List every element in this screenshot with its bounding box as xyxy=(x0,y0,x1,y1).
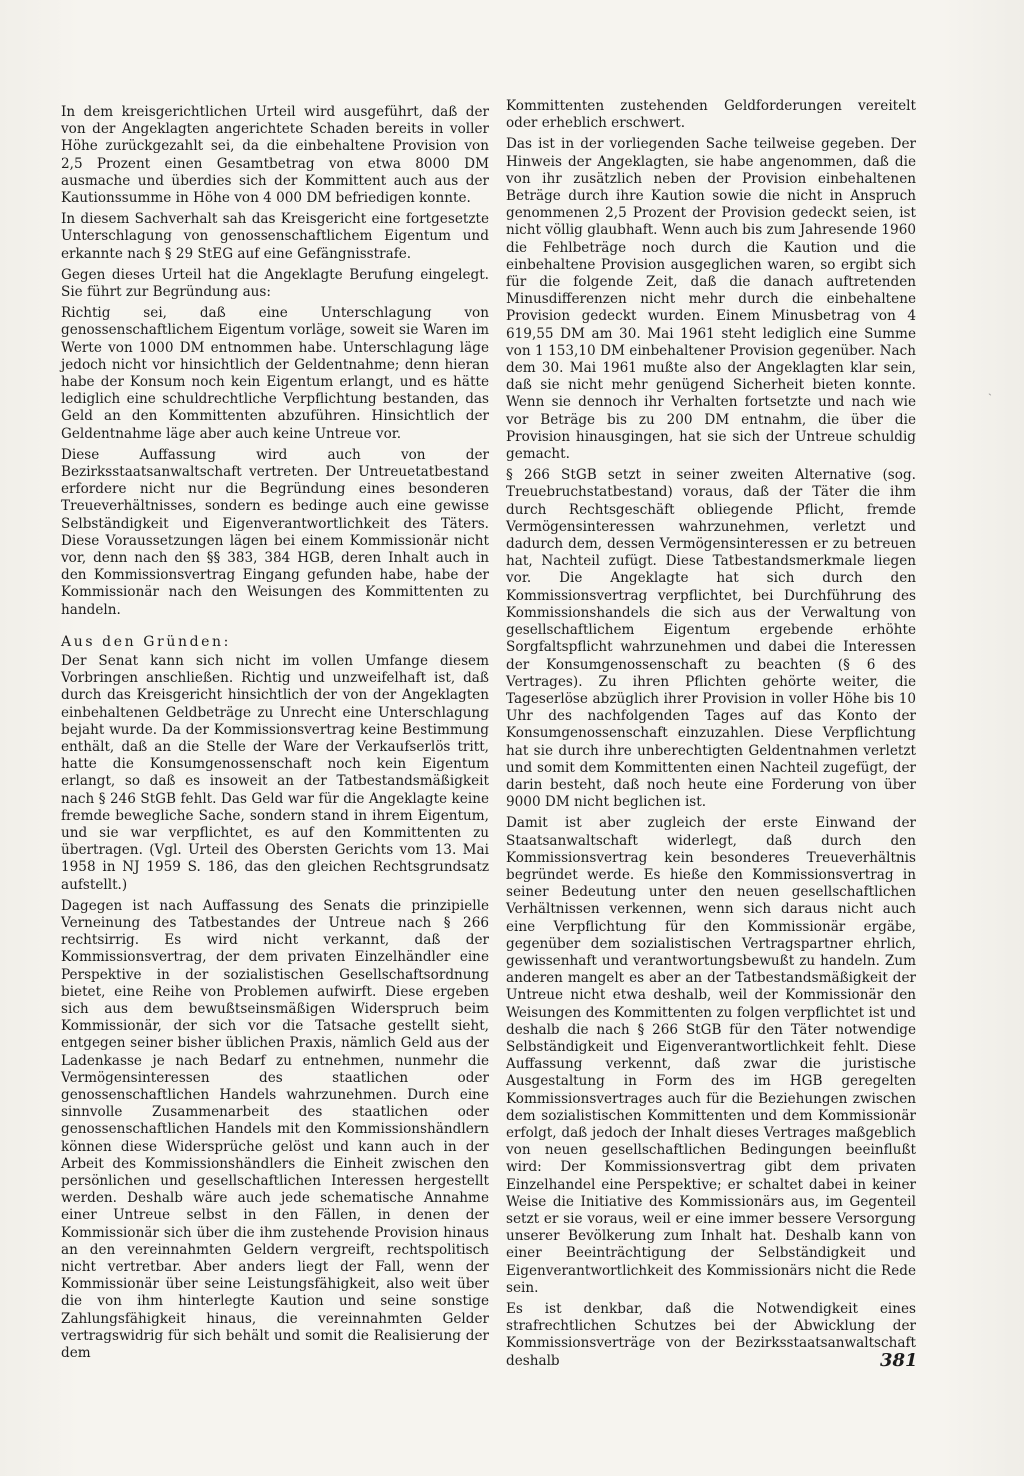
paragraph: In dem kreisgerichtlichen Urteil wird ausgeführt, daß der von der Angeklagten angerichtete Schaden bereits in voller Höhe zurückgezahlt sei, da die einbehaltene Provision von 2,5 Prozent einen Gesamtbetrag von etwa 8000 DM ausmache und überdies sich der Kommittent auch aus der Kautionssumme in Höhe von 4 000 DM befriedigen konnte. xyxy=(61,104,489,207)
paragraph: In diesem Sachverhalt sah das Kreisgericht eine fortgesetzte Unterschlagung von genossenschaftlichem Eigentum und erkannte nach § 29 StEG auf eine Gefängnisstrafe. xyxy=(61,211,489,262)
paragraph: Der Senat kann sich nicht im vollen Umfange diesem Vorbringen anschließen. Richtig und unzweifelhaft ist, daß durch das Kreisgericht hinsichtlich der von der Angeklagten einbehaltenen Geldbeträge zu Unrecht eine Unterschlagung bejaht wurde. Da der Kommissionsvertrag keine Bestimmung enthält, daß an die Stelle der Ware der Verkaufserlös tritt, hatte die Konsumgenossenschaft noch kein Eigentum erlangt, so daß es insoweit an der Tatbestandsmäßigkeit nach § 246 StGB fehlt. Das Geld war für die Angeklagte keine fremde bewegliche Sache, sondern stand in ihrem Eigentum, und sie war verpflichtet, es auf den Kommittenten zu übertragen. (Vgl. Urteil des Obersten Gerichts vom 13. Mai 1958 in NJ 1959 S. 186, das den gleichen Rechtsgrundsatz aufstellt.) xyxy=(61,652,489,893)
scan-speck: ˎ xyxy=(988,382,992,396)
paragraph: Kommittenten zustehenden Geldforderungen vereitelt oder erheblich erschwert. xyxy=(506,98,916,132)
paragraph: Damit ist aber zugleich der erste Einwand der Staatsanwaltschaft widerlegt, daß durch den Kommissionsvertrag kein besonderes Treueverhältnis begründet werde. Es hieße den Kommissionsvertrag in seiner Bedeutung unter den neuen gesellschaftlichen Verhältnissen verkennen, wenn sich daraus nicht auch eine Verpflichtung für den Kommissionär ergäbe, gegenüber dem sozialistischen Vertragspartner ehrlich, gewissenhaft und verantwortungsbewußt zu handeln. Zum anderen mangelt es aber an der Tatbestandsmäßigkeit der Untreue nicht etwa deshalb, weil der Kommissionär den Weisungen des Kommittenten zu folgen verpflichtet ist und deshalb die nach § 266 StGB für den Täter notwendige Selbständigkeit und Eigenverantwortlichkeit fehlt. Diese Auffassung verkennt, daß zwar die juristische Ausgestaltung in Form des im HGB geregelten Kommissionsvertrages auch für die Beziehungen zwischen dem sozialistischen Kommittenten und dem Kommissionär erfolgt, daß jedoch der Inhalt dieses Vertrages maßgeblich von neuen gesellschaftlichen Bedingungen beeinflußt wird: Der Kommissionsvertrag gibt dem privaten Einzelhandel eine Perspektive; er schaltet dabei in keiner Weise die Initiative des Kommissionärs aus, im Gegenteil setzt er sie voraus, weil er eine immer bessere Versorgung unserer Bevölkerung zum Inhalt hat. Deshalb kann von einer Beeinträchtigung der Selbständigkeit und Eigenverantwortlichkeit des Kommissionärs nicht die Rede sein. xyxy=(506,815,916,1296)
paragraph: Dagegen ist nach Auffassung des Senats die prinzipielle Verneinung des Tatbestandes der Untreue nach § 266 rechtsirrig. Es wird nicht verkannt, daß der Kommissionsvertrag, der dem privaten Einzelhändler eine Perspektive in der sozialistischen Gesellschaftsordnung bietet, eine Reihe von Problemen aufwirft. Diese ergeben sich aus dem bewußtseinsmäßigen Widerspruch beim Kommissionär, der sich vor die Tatsache gestellt sieht, entgegen seiner bisher üblichen Praxis, nämlich Geld aus der Ladenkasse je nach Bedarf zu entnehmen, nunmehr die Vermögensinteressen des staatlichen oder genossenschaftlichen Handels wahrzunehmen. Durch eine sinnvolle Zusammenarbeit des staatlichen oder genossenschaftlichen Handels mit den Kommissionshändlern können diese Widersprüche gelöst und kann auch in der Arbeit des Kommissionshändlers die Einheit zwischen den persönlichen und gesellschaftlichen Interessen hergestellt werden. Deshalb wäre auch jede schematische Annahme einer Untreue selbst in den Fällen, in denen der Kommissionär sich über die ihm zustehende Provision hinaus an den vereinnahmten Geldern vergreift, rechtspolitisch nicht vertretbar. Aber anders liegt der Fall, wenn der Kommissionär über seine Leistungsfähigkeit, also weit über die von ihm hinterlegte Kaution und seine sonstige Zahlungsfähigkeit hinaus, die vereinnahmten Gelder vertragswidrig für sich behält und somit die Realisierung der dem xyxy=(61,897,489,1362)
paragraph: Diese Auffassung wird auch von der Bezirksstaatsanwaltschaft vertreten. Der Untreuetatbestand erfordere nicht nur die Begründung eines besonderen Treueverhältnisses, sondern es bedinge auch eine gewisse Selbständigkeit und Eigenverantwortlichkeit des Täters. Diese Voraussetzungen lägen bei einem Kommissionär nicht vor, denn nach den §§ 383, 384 HGB, deren Inhalt auch in den Kommissionsvertrag Eingang gefunden habe, habe der Kommissionär nach den Weisungen des Kommittenten zu handeln. xyxy=(61,446,489,618)
paragraph: Das ist in der vorliegenden Sache teilweise gegeben. Der Hinweis der Angeklagten, sie habe angenommen, daß die von ihr zusätzlich neben der Provision einbehaltenen Beträge durch ihre Kaution sowie die nicht in Anspruch genommenen 2,5 Prozent der Provision gedeckt seien, ist nicht völlig glaubhaft. Wenn auch bis zum Jahresende 1960 die Fehlbeträge noch durch die Kaution und die einbehaltene Provision ausgeglichen waren, so ergibt sich für die folgende Zeit, daß die danach auftretenden Minusdifferenzen nicht mehr durch die einbehaltene Provision gedeckt wurden. Einem Minusbetrag von 4 619,55 DM am 30. Mai 1961 steht lediglich eine Summe von 1 153,10 DM einbehaltener Provision gegenüber. Nach dem 30. Mai 1961 mußte also der Angeklagten klar sein, daß sie nicht mehr genügend Sicherheit bieten konnte. Wenn sie dennoch ihr Verhalten fortsetzte und nach wie vor Beträge bis zu 200 DM entnahm, die über die Provision hinausgingen, hat sie sich der Untreue schuldig gemacht. xyxy=(506,136,916,463)
paragraph: § 266 StGB setzt in seiner zweiten Alternative (sog. Treuebruchstatbestand) voraus, daß der Täter die ihm durch Rechtsgeschäft obliegende Pflicht, fremde Vermögensinteressen wahrzunehmen, verletzt und dadurch dem, dessen Vermögensinteressen er zu betreuen hat, Nachteil zufügt. Diese Tatbestandsmerkmale liegen vor. Die Angeklagte hat sich durch den Kommissionsvertrag verpflichtet, bei Durchführung des Kommissionshandels die sich aus der Verwaltung von gesellschaftlichem Eigentum ergebende erhöhte Sorgfaltspflicht wahrzunehmen und dabei die Interessen der Konsumgenossenschaft zu beachten (§ 6 des Vertrages). Zu ihren Pflichten gehörte weiter, die Tageserlöse abzüglich ihrer Provision in voller Höhe bis 10 Uhr des nachfolgenden Tages auf das Konto der Konsumgenossenschaft einzuzahlen. Diese Verpflichtung hat sie durch ihre unberechtigten Geldentnahmen verletzt und somit dem Kommittenten einen Nachteil zugefügt, der darin besteht, daß noch heute eine Forderung von über 9000 DM nicht beglichen ist. xyxy=(506,467,916,811)
page-number: 381 xyxy=(880,1350,918,1371)
right-column xyxy=(506,98,916,1374)
left-column xyxy=(61,104,489,1366)
paragraph: Es ist denkbar, daß die Notwendigkeit eines strafrechtlichen Schutzes bei der Abwicklung der Kommissionsverträge von der Bezirksstaatsanwaltschaft deshalb xyxy=(506,1301,916,1369)
paragraph: Richtig sei, daß eine Unterschlagung von genossenschaftlichem Eigentum vorläge, soweit sie Waren im Werte von 1000 DM entnommen habe. Unterschlagung läge jedoch nicht vor hinsichtlich der Geldentnahme; denn hieran habe der Konsum noch kein Eigentum erlangt, und es hätte lediglich eine schuldrechtliche Verpflichtung bestanden, das Geld an den Kommittenten abzuführen. Hinsichtlich der Geldentnahme läge aber auch keine Untreue vor. xyxy=(61,305,489,442)
section-heading: Aus den Gründen: xyxy=(61,633,231,650)
paragraph: Gegen dieses Urteil hat die Angeklagte Berufung eingelegt. Sie führt zur Begründung aus: xyxy=(61,266,489,301)
